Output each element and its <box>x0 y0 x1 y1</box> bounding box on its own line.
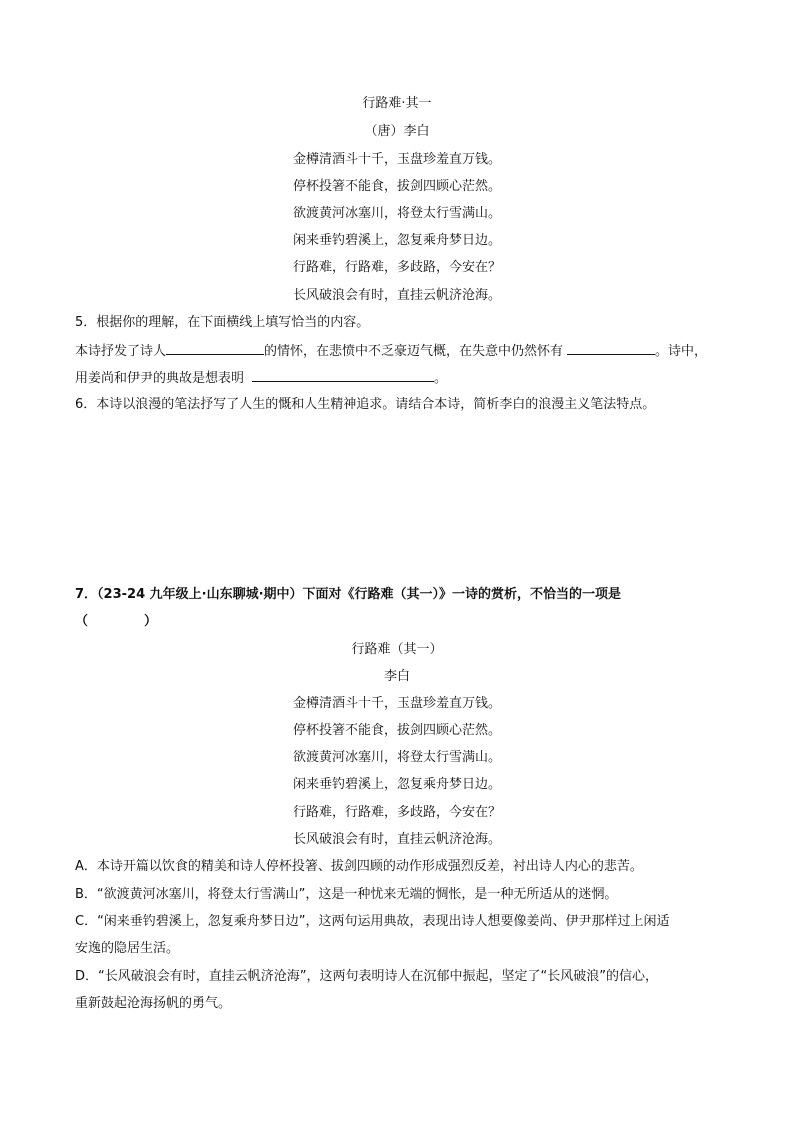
poem1-line-5: 行路难，行路难，多歧路，今安在？ <box>292 260 501 275</box>
poem1-line-2: 停杯投箸不能食，拔剑四顾心茫然。 <box>292 179 501 194</box>
poem1-title: 行路难·其一 <box>362 96 432 111</box>
poem2-line-6: 长风破浪会有时，直挂云帆济沧海。 <box>292 832 501 847</box>
q5-fill-line-2 <box>75 367 447 389</box>
q7-paren-open: （ <box>75 614 89 629</box>
q7-prompt: 7．（23-24 九年级上·山东聊城·期中）下面对《行路难（其一）》一诗的赏析，不恰当的一项是 <box>75 587 622 602</box>
q5-text-5: 。 <box>434 371 448 386</box>
poem2-author: 李白 <box>383 669 410 684</box>
poem1-line-3: 欲渡黄河冰塞川，将登太行雪满山。 <box>292 206 501 221</box>
q7-answer-bracket[interactable] <box>75 612 157 632</box>
q5-fill-line-1 <box>75 340 707 362</box>
option-c-line-2[interactable]: 安逸的隐居生活。 <box>75 941 180 956</box>
poem2-title: 行路难（其一） <box>351 642 443 657</box>
poem2-line-2: 停杯投箸不能食，拔剑四顾心茫然。 <box>292 723 501 738</box>
poem2-line-1: 金樽清酒斗十千，玉盘珍羞直万钱。 <box>292 696 501 711</box>
q5-text-3: 。诗中， <box>655 344 708 359</box>
option-b[interactable]: B．“欲渡黄河冰塞川，将登太行雪满山”，这是一种忧来无端的惆怅，是一种无所适从的迷惘。 <box>75 887 618 902</box>
q5-text-1: 本诗抒发了诗人 <box>75 344 167 359</box>
q5-prompt: 5．根据你的理解，在下面横线上填写恰当的内容。 <box>75 315 370 330</box>
q7-paren-close: ） <box>144 614 158 629</box>
poem1-author: （唐）李白 <box>364 124 430 139</box>
poem1-line-1: 金樽清酒斗十千，玉盘珍羞直万钱。 <box>292 152 501 167</box>
option-c-line-1[interactable]: C．“闲来垂钓碧溪上，忽复乘舟梦日边”，这两句运用典故，表现出诗人想要像姜尚、伊尹那样过上闲适 <box>75 914 670 929</box>
q6-prompt: 6．本诗以浪漫的笔法抒写了人生的慨和人生精神追求。请结合本诗，简析李白的浪漫主义笔法特点。 <box>75 397 656 412</box>
poem1-line-6: 长风破浪会有时，直挂云帆济沧海。 <box>292 288 501 303</box>
q5-blank-3[interactable] <box>252 367 434 382</box>
q5-text-2: 的情怀，在悲愤中不乏豪迈气概，在失意中仍然怀有 <box>264 344 564 359</box>
option-d-line-1[interactable]: D．“长风破浪会有时，直挂云帆济沧海”，这两句表明诗人在沉郁中振起，坚定了“长风破浪”的信心， <box>75 969 658 984</box>
poem2-line-5: 行路难，行路难，多歧路，今安在？ <box>292 805 501 820</box>
poem2-line-3: 欲渡黄河冰塞川，将登太行雪满山。 <box>292 750 501 765</box>
q5-blank-1[interactable] <box>166 340 264 355</box>
poem2-line-4: 闲来垂钓碧溪上，忽复乘舟梦日边。 <box>292 777 501 792</box>
q5-text-4: 用姜尚和伊尹的典故是想表明 <box>75 371 245 386</box>
poem1-line-4: 闲来垂钓碧溪上，忽复乘舟梦日边。 <box>292 233 501 248</box>
option-a[interactable]: A．本诗开篇以饮食的精美和诗人停杯投箸、拔剑四顾的动作形成强烈反差，衬出诗人内心的悲苦。 <box>75 859 643 874</box>
q5-blank-2[interactable] <box>567 340 655 355</box>
option-d-line-2[interactable]: 重新鼓起沧海扬帆的勇气。 <box>75 996 232 1011</box>
